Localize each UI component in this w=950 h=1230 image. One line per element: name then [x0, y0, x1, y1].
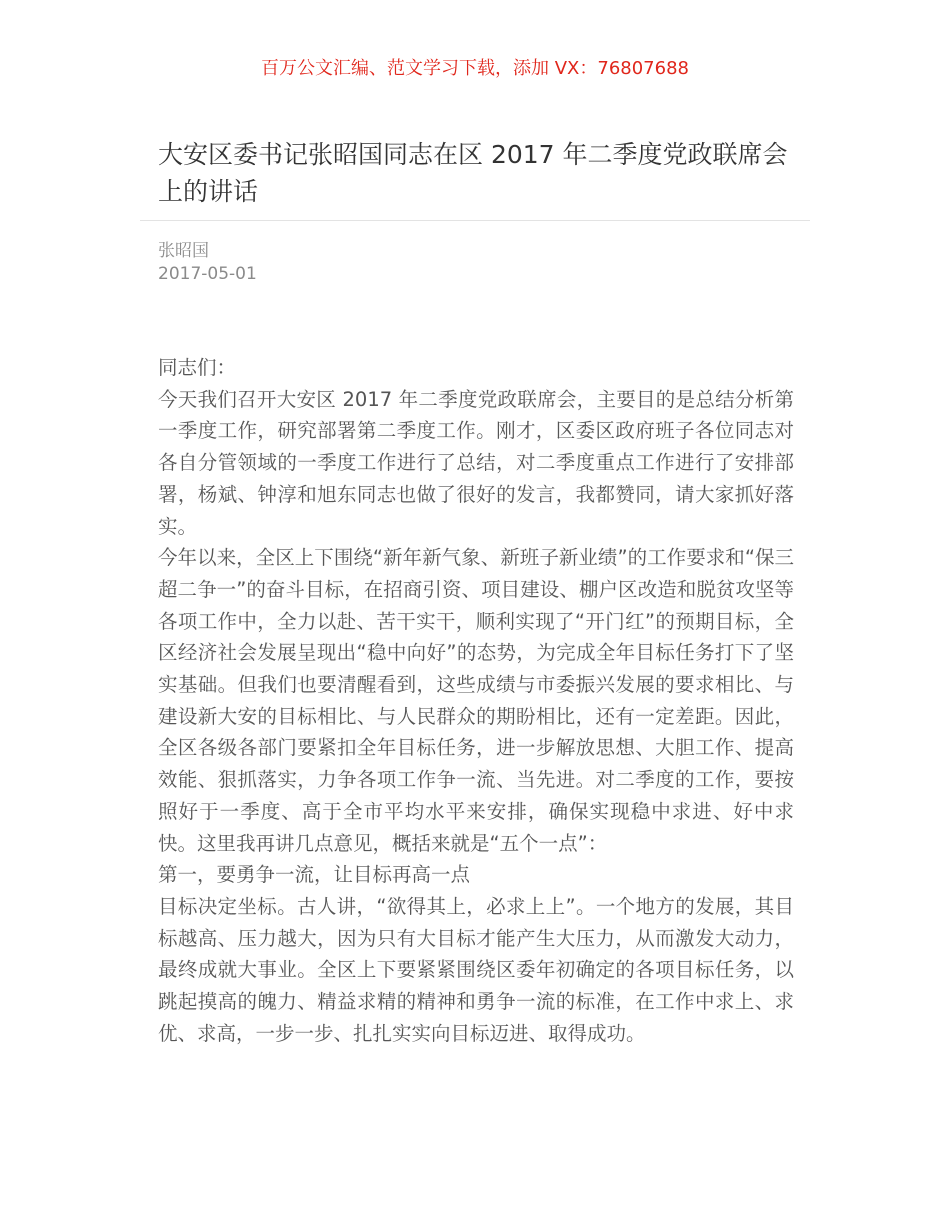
title-divider	[140, 220, 810, 221]
body-paragraph: 今天我们召开大安区 2017 年二季度党政联席会，主要目的是总结分析第一季度工作，研究部署第二季度工作。刚才，区委区政府班子各位同志对各自分管领域的一季度工作进行了总结，对二季度重点工作进行了安排部署，杨斌、钟淳和旭东同志也做了很好的发言，我都赞同，请大家抓好落实。	[158, 387, 794, 538]
article-date: 2017-05-01	[158, 264, 257, 284]
article-meta	[158, 240, 257, 286]
salutation-paragraph: 同志们：	[158, 356, 237, 379]
article-title: 大安区委书记张昭国同志在区 2017 年二季度党政联席会上的讲话	[158, 140, 788, 206]
body-paragraph: 目标决定坐标。古人讲，“欲得其上，必求上上”。一个地方的发展，其目标越高、压力越大，因为只有大目标才能产生大压力，从而激发大动力，最终成就大事业。全区上下要紧紧围绕区委年初确定的各项目标任务，以跳起摸高的魄力、精益求精的精神和勇争一流的标准，在工作中求上、求优、求高，一步一步、扎扎实实向目标迈进、取得成功。	[158, 894, 794, 1045]
download-banner: 百万公文汇编、范文学习下载，添加 VX：76807688	[261, 58, 689, 79]
article-body	[158, 352, 794, 1049]
body-paragraph: 今年以来，全区上下围绕“新年新气象、新班子新业绩”的工作要求和“保三超二争一”的奋斗目标，在招商引资、项目建设、棚户区改造和脱贫攻坚等各项工作中，全力以赴、苦干实干，顺利实现了“开门红”的预期目标，全区经济社会发展呈现出“稳中向好”的态势，为完成全年目标任务打下了坚实基础。但我们也要清醒看到，这些成绩与市委振兴发展的要求相比、与建设新大安的目标相比、与人民群众的期盼相比，还有一定差距。因此，全区各级各部门要紧扣全年目标任务，进一步解放思想、大胆工作、提高效能、狠抓落实，力争各项工作争一流、当先进。对二季度的工作，要按照好于一季度、高于全市平均水平来安排，确保实现稳中求进、好中求快。这里我再讲几点意见，概括来就是“五个一点”：	[158, 546, 794, 855]
article-author: 张昭国	[158, 241, 209, 261]
section-heading: 第一，要勇争一流，让目标再高一点	[158, 863, 471, 887]
